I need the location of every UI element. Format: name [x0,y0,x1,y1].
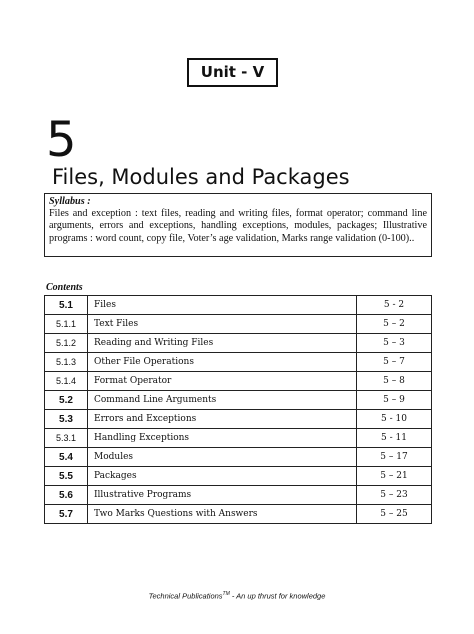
section-page: 5 – 8 [357,372,432,391]
contents-row[interactable] [45,448,432,467]
syllabus-heading: Syllabus : [49,196,91,207]
chapter-title: Files, Modules and Packages [52,165,350,189]
contents-row[interactable] [45,315,432,334]
section-number: 5.1.2 [45,334,88,353]
section-number: 5.1.1 [45,315,88,334]
section-page: 5 - 11 [357,429,432,448]
footer [0,591,474,601]
contents-row[interactable] [45,505,432,524]
footer-publisher: Technical Publications [148,591,223,601]
section-number: 5.6 [45,486,88,505]
contents-row[interactable] [45,429,432,448]
contents-row[interactable] [45,486,432,505]
syllabus-box [44,193,432,257]
section-title: Errors and Exceptions [88,410,357,429]
section-number: 5.5 [45,467,88,486]
contents-row[interactable] [45,334,432,353]
section-title: Illustrative Programs [88,486,357,505]
section-title: Command Line Arguments [88,391,357,410]
section-page: 5 – 23 [357,486,432,505]
syllabus-text: Files and exception : text files, reading and writing files, format operator; command line arguments, errors and exceptions, handling exceptions, modules, packages; Illustrative programs : word count, copy file, Voter’s age validation, Marks range validation (0-100).. [49,208,427,244]
section-title: Packages [88,467,357,486]
footer-trademark: TM [222,591,230,597]
section-page: 5 – 21 [357,467,432,486]
contents-row[interactable] [45,391,432,410]
section-title: Reading and Writing Files [88,334,357,353]
section-page: 5 - 2 [357,296,432,315]
section-number: 5.1.4 [45,372,88,391]
section-page: 5 – 25 [357,505,432,524]
section-page: 5 – 2 [357,315,432,334]
section-page: 5 - 10 [357,410,432,429]
footer-tagline: - An up thrust for knowledge [229,591,326,601]
section-number: 5.3.1 [45,429,88,448]
contents-row[interactable] [45,353,432,372]
section-number: 5.1 [45,296,88,315]
section-page: 5 – 7 [357,353,432,372]
contents-row[interactable] [45,296,432,315]
section-page: 5 – 9 [357,391,432,410]
section-title: Files [88,296,357,315]
section-number: 5.2 [45,391,88,410]
chapter-number: 5 [46,112,77,168]
section-page: 5 – 17 [357,448,432,467]
section-title: Format Operator [88,372,357,391]
unit-label: Unit - V [187,58,278,87]
section-title: Two Marks Questions with Answers [88,505,357,524]
contents-heading: Contents [46,282,83,293]
section-number: 5.7 [45,505,88,524]
section-number: 5.3 [45,410,88,429]
section-title: Text Files [88,315,357,334]
contents-table [44,295,432,524]
contents-row[interactable] [45,467,432,486]
section-number: 5.4 [45,448,88,467]
contents-row[interactable] [45,372,432,391]
section-title: Other File Operations [88,353,357,372]
section-title: Handling Exceptions [88,429,357,448]
section-page: 5 – 3 [357,334,432,353]
section-number: 5.1.3 [45,353,88,372]
section-title: Modules [88,448,357,467]
contents-row[interactable] [45,410,432,429]
